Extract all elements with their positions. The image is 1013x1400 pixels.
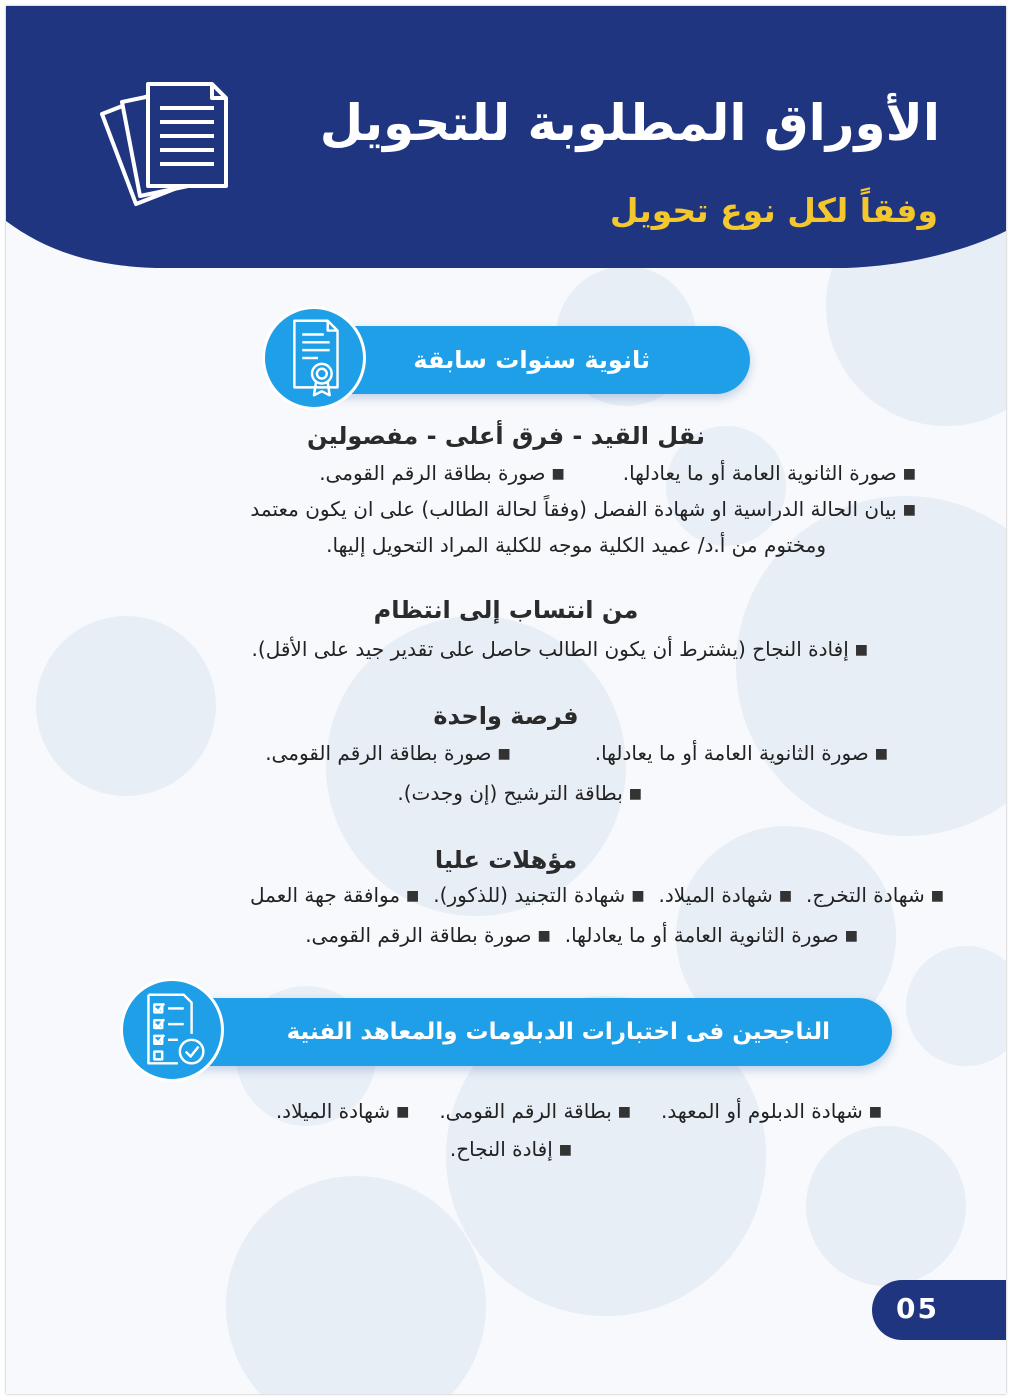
group-heading-transfer: نقل القيد - فرق أعلى - مفصولين <box>307 422 705 450</box>
group-heading-affiliation: من انتساب إلى انتظام <box>373 596 639 624</box>
list-line: ■صورة الثانوية العامة أو ما يعادلها.■صورة بطاقة الرقم القومى. <box>265 741 888 765</box>
list-item: إفادة النجاح. <box>449 1137 553 1161</box>
list-item: صورة الثانوية العامة أو ما يعادلها. <box>622 461 897 485</box>
list-item: إفادة النجاح (يشترط أن يكون الطالب حاصل على تقدير جيد على الأقل). <box>251 637 849 661</box>
list-item: صورة بطاقة الرقم القومى. <box>305 923 532 947</box>
list-item: ومختوم من أ.د/ عميد الكلية موجه للكلية المراد التحويل إليها. <box>326 533 826 557</box>
list-item: موافقة جهة العمل <box>250 883 401 907</box>
documents-stack-icon <box>94 74 234 214</box>
page-subtitle: وفقاً لكل نوع تحويل <box>609 191 938 230</box>
list-line: ■شهادة التخرج.■شهادة الميلاد.■شهادة التجنيد (للذكور).■موافقة جهة العمل <box>250 883 944 907</box>
list-line: ■بيان الحالة الدراسية او شهادة الفصل (وفقاً لحالة الطالب) على ان يكون معتمد <box>250 497 916 521</box>
list-item: بطاقة الترشيح (إن وجدت). <box>397 781 623 805</box>
list-line <box>26 530 826 560</box>
list-item: شهادة الدبلوم أو المعهد. <box>661 1099 863 1123</box>
list-item: بيان الحالة الدراسية او شهادة الفصل (وفقاً لحالة الطالب) على ان يكون معتمد <box>250 497 897 521</box>
page-number: 05 <box>896 1292 939 1325</box>
list-line: ■إفادة النجاح. <box>449 1137 572 1161</box>
list-item: شهادة التجنيد (للذكور). <box>433 883 626 907</box>
list-item: شهادة التخرج. <box>806 883 925 907</box>
list-line: ■بطاقة الترشيح (إن وجدت). <box>397 781 642 805</box>
list-item: صورة الثانوية العامة أو ما يعادلها. <box>564 923 839 947</box>
section-label-previous-years: ثانوية سنوات سابقة <box>413 346 650 374</box>
list-item: بطاقة الرقم القومى. <box>439 1099 612 1123</box>
list-line: ■صورة الثانوية العامة أو ما يعادلها.■صورة بطاقة الرقم القومى. <box>305 923 858 947</box>
section-label-diplomas: الناجحين فى اختبارات الدبلومات والمعاهد الفنية <box>286 1019 830 1045</box>
page-title: الأوراق المطلوبة للتحويل <box>319 94 940 152</box>
group-heading-one-chance: فرصة واحدة <box>433 702 579 730</box>
list-item: صورة الثانوية العامة أو ما يعادلها. <box>594 741 869 765</box>
list-item: شهادة الميلاد. <box>658 883 773 907</box>
list-line: ■شهادة الدبلوم أو المعهد.■بطاقة الرقم القومى.■شهادة الميلاد. <box>275 1099 882 1123</box>
list-item: شهادة الميلاد. <box>275 1099 391 1123</box>
list-item: صورة بطاقة الرقم القومى. <box>265 741 492 765</box>
page <box>6 6 1006 1394</box>
page-number-badge <box>872 1280 1006 1340</box>
list-line: ■إفادة النجاح (يشترط أن يكون الطالب حاصل على تقدير جيد على الأقل). <box>251 637 868 661</box>
list-line: ■صورة الثانوية العامة أو ما يعادلها.■صورة بطاقة الرقم القومى. <box>319 461 916 485</box>
list-item: صورة بطاقة الرقم القومى. <box>319 461 546 485</box>
group-heading-higher-qualifications: مؤهلات عليا <box>434 846 578 874</box>
